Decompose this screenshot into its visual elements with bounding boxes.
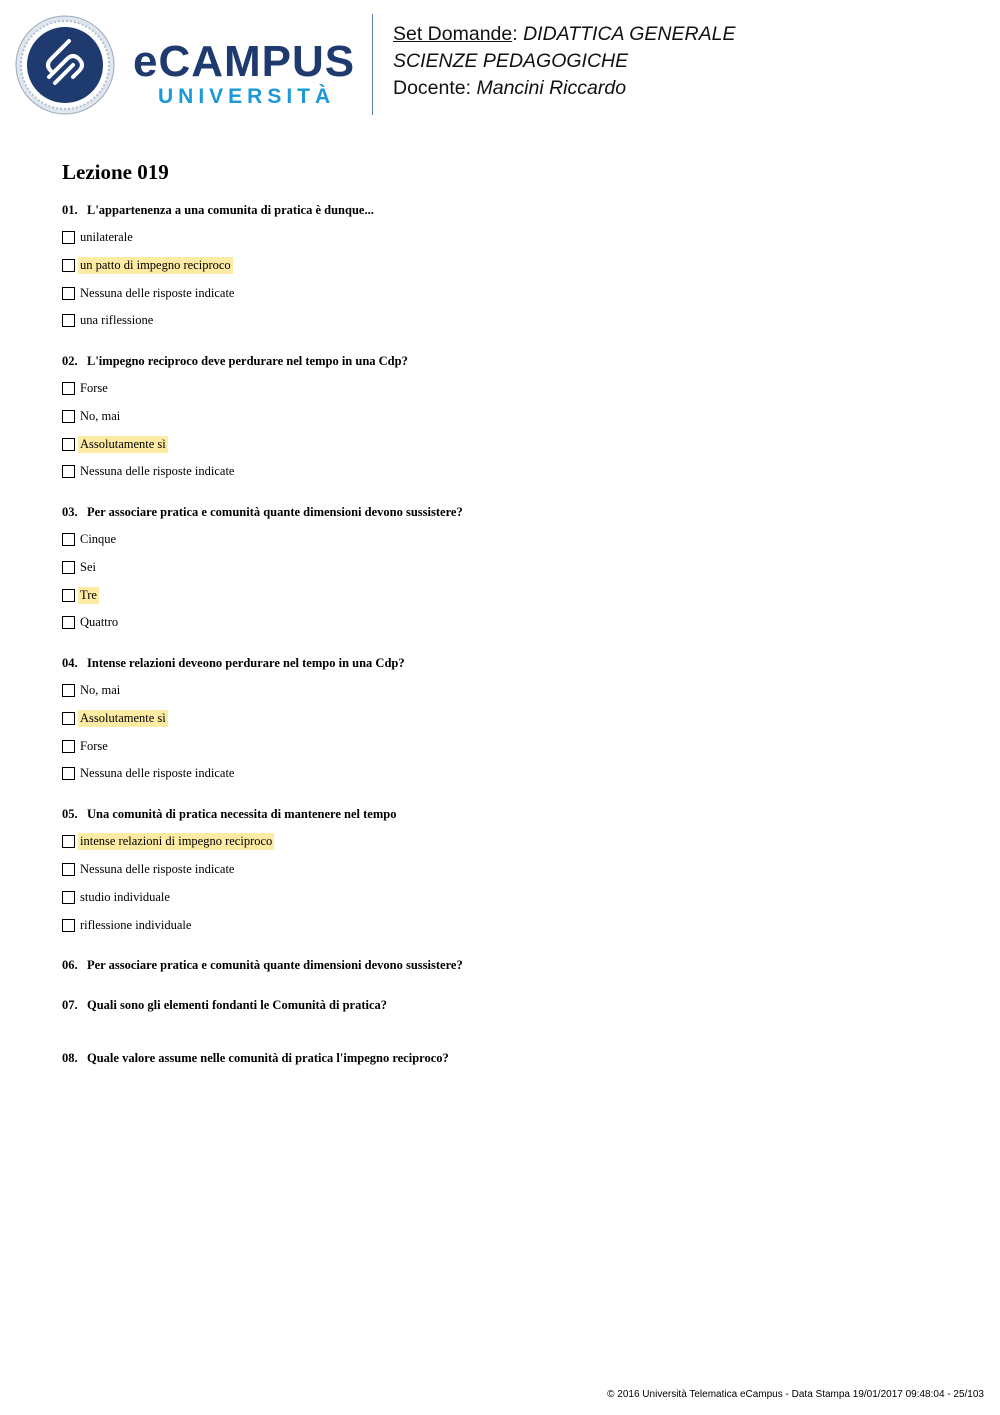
option-3-1[interactable] [62,531,118,547]
option-text: Quattro [80,614,119,629]
option-5-4[interactable] [62,917,193,933]
question-8 [62,1051,449,1066]
teacher-name: Mancini Riccardo [476,77,627,99]
lesson-title: Lezione 019 [62,160,169,184]
option-text: una riflessione [80,312,154,327]
answer-checkbox[interactable] [62,684,75,697]
option-text: Sei [80,559,96,574]
header-info [393,21,735,102]
option-3-3[interactable] [62,587,99,603]
question-text: Per associare pratica e comunità quante dimensioni devono sussistere? [87,958,463,972]
option-text: Nessuna delle risposte indicate [80,285,235,300]
question-4 [62,656,405,671]
option-text: unilaterale [80,229,133,244]
option-2-3[interactable] [62,436,168,452]
answer-checkbox[interactable] [62,259,75,272]
faculty-line [393,48,735,75]
option-text-highlighted: Tre [80,587,97,602]
option-text-highlighted: un patto di impegno reciproco [80,257,231,272]
answer-checkbox[interactable] [62,740,75,753]
faculty-name: SCIENZE PEDAGOGICHE [393,50,629,72]
course-line: Set Domande: DIDATTICA GENERALE [393,23,736,45]
option-text-highlighted: Assolutamente sì [80,710,166,725]
question-6 [62,958,463,973]
question-3 [62,505,463,520]
question-2 [62,354,408,369]
answer-checkbox[interactable] [62,287,75,300]
question-number: 01. [62,203,78,217]
option-text: studio individuale [80,889,170,904]
question-text: L'impegno reciproco deve perdurare nel tempo in una Cdp? [87,354,408,368]
option-text: Nessuna delle risposte indicate [80,861,235,876]
answer-checkbox[interactable] [62,712,75,725]
question-1 [62,203,374,218]
question-5 [62,807,396,822]
option-1-1[interactable] [62,229,135,245]
question-number: 08. [62,1051,78,1065]
option-text: No, mai [80,408,121,423]
question-number: 05. [62,807,78,821]
answer-checkbox[interactable] [62,314,75,327]
option-text-highlighted: intense relazioni di impegno reciproco [80,833,273,848]
question-text: Intense relazioni deveono perdurare nel tempo in una Cdp? [87,656,405,670]
option-text: Cinque [80,531,117,546]
logo-main-text: eCAMPUS [133,37,356,86]
question-text: Una comunità di pratica necessita di mantenere nel tempo [87,807,397,821]
answer-checkbox[interactable] [62,589,75,602]
course-name: DIDATTICA GENERALE [523,23,736,45]
question-number: 04. [62,656,78,670]
question-number: 06. [62,958,78,972]
option-text: riflessione individuale [80,917,192,932]
ecampus-wordmark [133,37,356,108]
option-4-1[interactable] [62,682,122,698]
option-1-2[interactable] [62,257,233,273]
option-text: Forse [80,738,108,753]
option-4-2[interactable] [62,710,168,726]
answer-checkbox[interactable] [62,382,75,395]
option-text: No, mai [80,682,121,697]
option-1-4[interactable] [62,312,155,328]
answer-checkbox[interactable] [62,533,75,546]
option-text: Nessuna delle risposte indicate [80,765,235,780]
ecampus-seal-logo [15,15,115,115]
question-text: Per associare pratica e comunità quante dimensioni devono sussistere? [87,505,463,519]
answer-checkbox[interactable] [62,891,75,904]
option-2-4[interactable] [62,463,236,479]
question-text: Quale valore assume nelle comunità di pratica l'impegno reciproco? [87,1051,449,1065]
option-text-highlighted: Assolutamente sì [80,436,166,451]
answer-checkbox[interactable] [62,919,75,932]
answer-checkbox[interactable] [62,438,75,451]
header-divider [372,14,373,115]
question-7 [62,998,387,1013]
teacher-line [393,75,735,102]
answer-checkbox[interactable] [62,231,75,244]
option-5-2[interactable] [62,861,236,877]
question-number: 03. [62,505,78,519]
answer-checkbox[interactable] [62,616,75,629]
answer-checkbox[interactable] [62,410,75,423]
option-1-3[interactable] [62,285,236,301]
answer-checkbox[interactable] [62,863,75,876]
option-text: Forse [80,380,108,395]
option-5-3[interactable] [62,889,172,905]
option-4-3[interactable] [62,738,110,754]
question-number: 07. [62,998,78,1012]
question-number: 02. [62,354,78,368]
teacher-label: Docente: [393,77,472,99]
option-3-2[interactable] [62,559,98,575]
answer-checkbox[interactable] [62,767,75,780]
option-5-1[interactable] [62,833,274,849]
answer-checkbox[interactable] [62,561,75,574]
option-4-4[interactable] [62,765,236,781]
answer-checkbox[interactable] [62,465,75,478]
logo-sub-text: UNIVERSITÀ [158,85,336,108]
question-text: L'appartenenza a una comunita di pratica è dunque... [87,203,374,217]
set-label: Set Domande [393,23,513,45]
option-2-2[interactable] [62,408,122,424]
answer-checkbox[interactable] [62,835,75,848]
option-3-4[interactable] [62,614,120,630]
option-text: Nessuna delle risposte indicate [80,463,235,478]
page-footer: © 2016 Università Telematica eCampus - Data Stampa 19/01/2017 09:48:04 - 25/103 [607,1389,984,1400]
option-2-1[interactable] [62,380,110,396]
question-text: Quali sono gli elementi fondanti le Comunità di pratica? [87,998,388,1012]
